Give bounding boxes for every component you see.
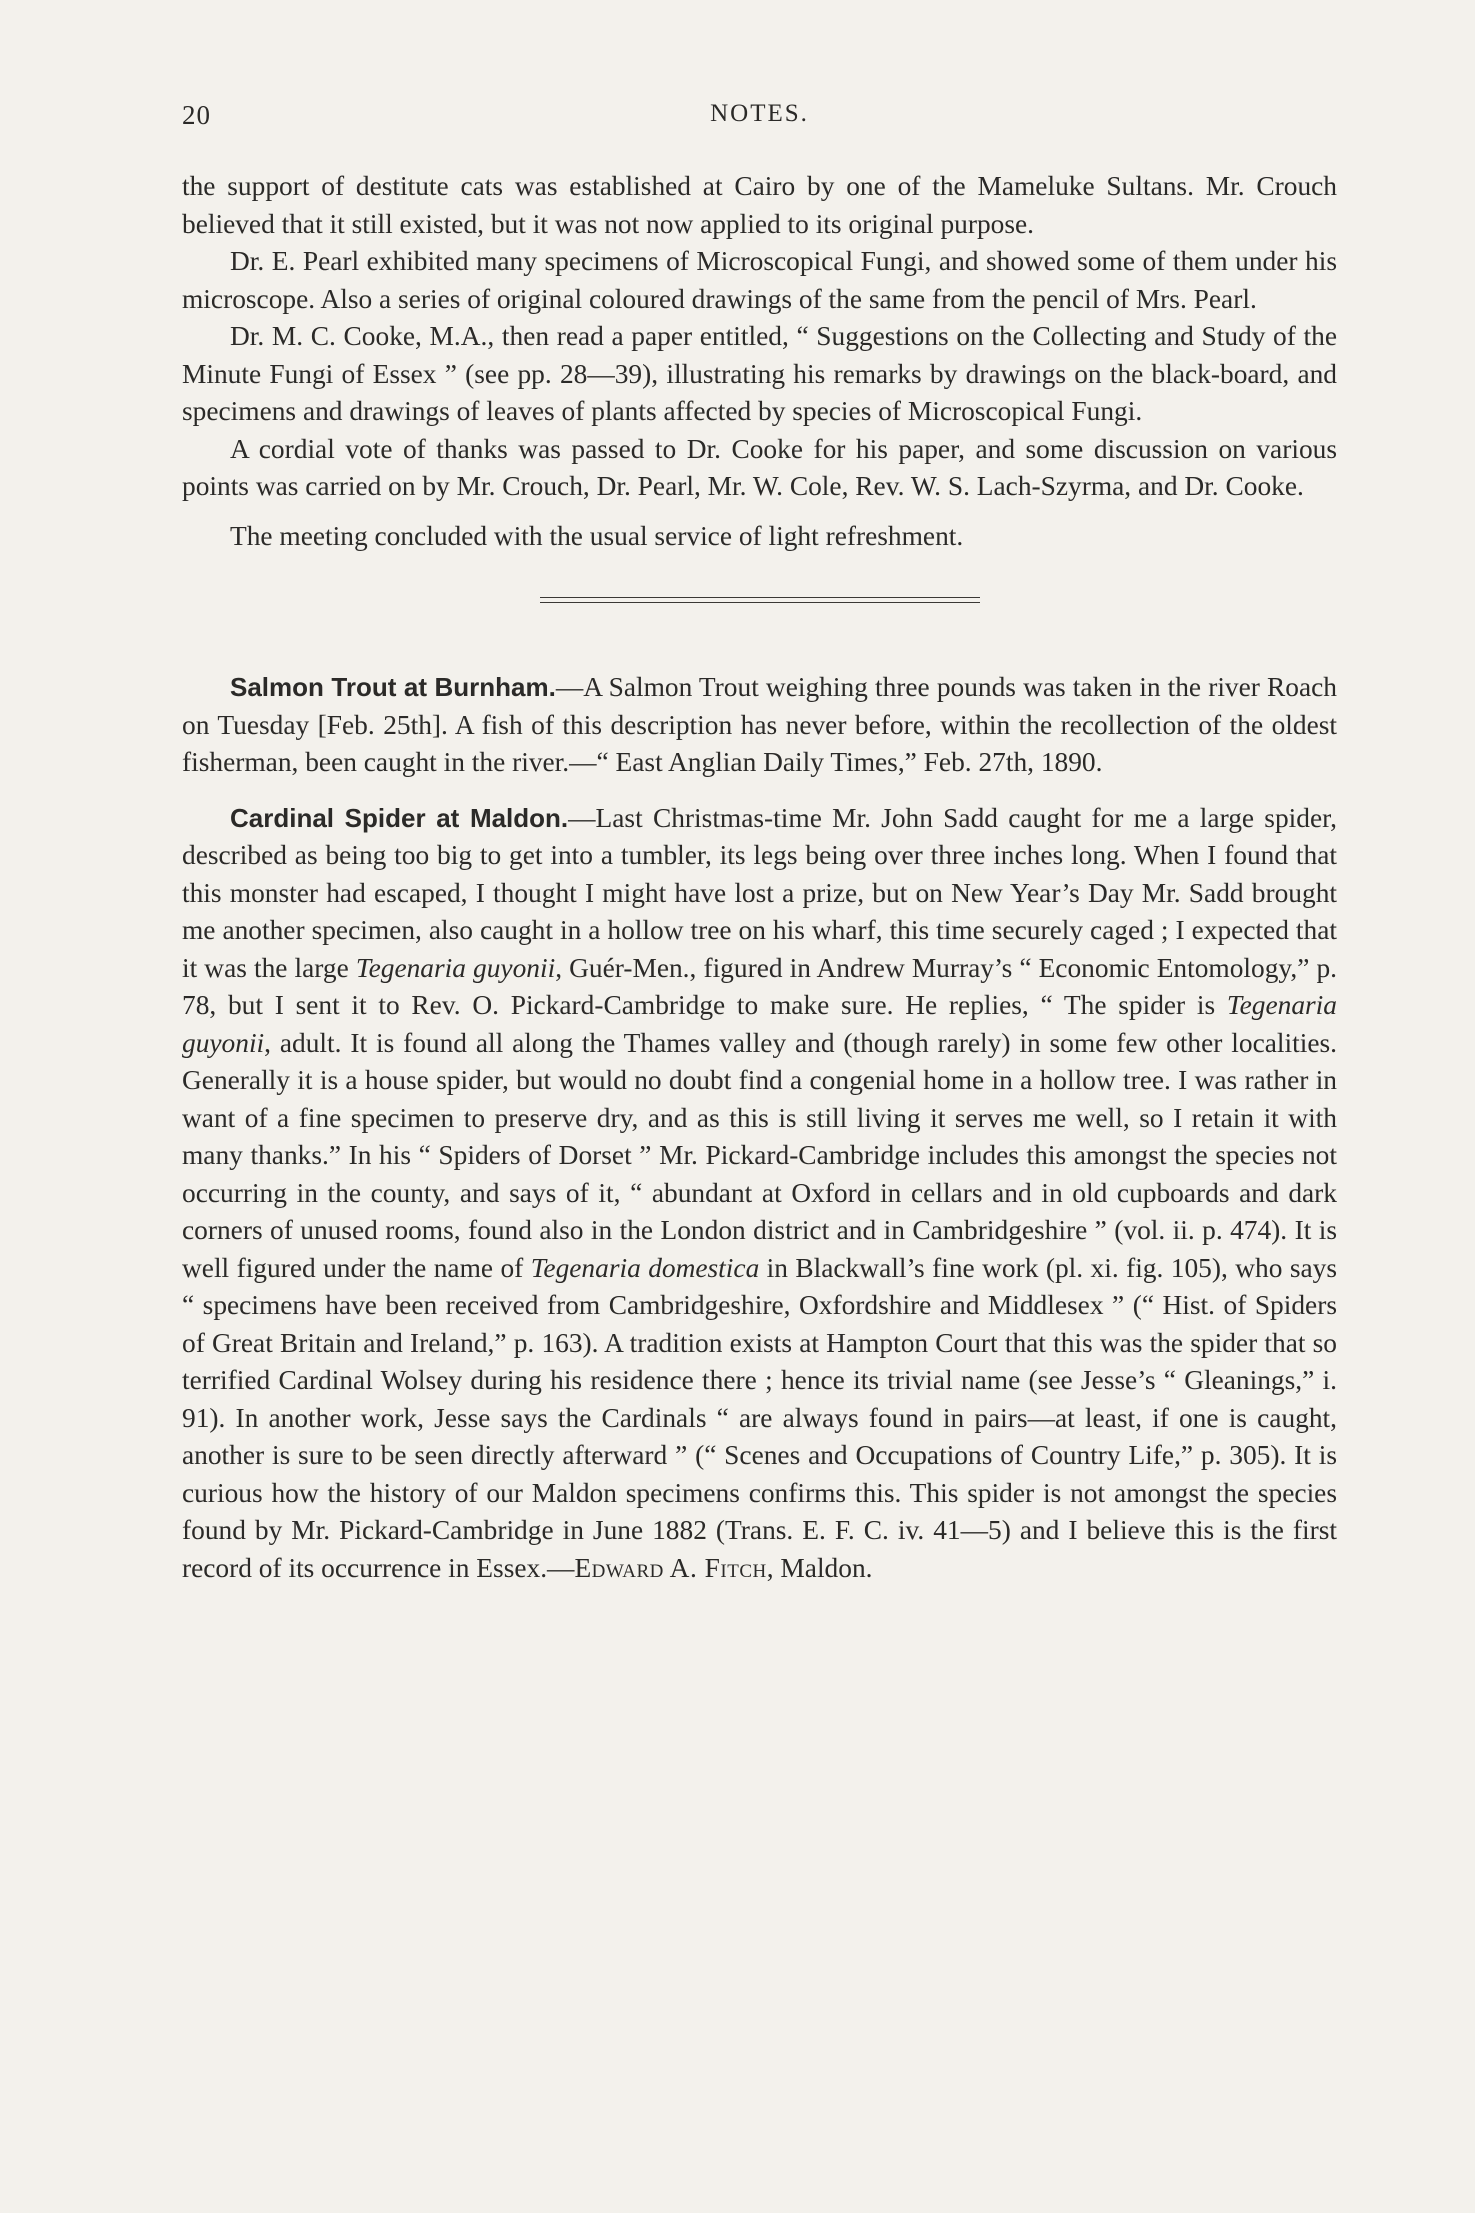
species-name: Tegenaria guyonii [182,990,1337,1058]
note-salmon-trout [182,669,1337,782]
paragraph-vote-of-thanks: A cordial vote of thanks was passed to Dr. Cooke for his paper, and some discussion on various points was carried on by Mr. Crouch, Dr. Pearl, Mr. W. Cole, Rev. W. S. Lach-Szyrma, and Dr. Cooke. [182,433,1337,501]
note-title: Cardinal Spider at Maldon. [230,802,569,833]
note-title: Salmon Trout at Burnham. [230,672,556,702]
page-number: 20 [182,100,211,130]
author-place: , Maldon. [766,1552,873,1583]
page-header [182,100,1337,136]
note-text: —Last Christmas-time Mr. John Sadd caught for me a large spider, described as being too big to get into a tumbler, its legs being over three inches long. When I found that this monster had escaped, I thought I might have lost a prize, but on New Year’s Day Mr. Sadd brought me another specimen, also caught in a hollow tree on his wharf, this time securely caged ; I expected that it was the large [182,802,1337,983]
note-text: , Guér-Men., figured in Andrew Murray’s “ Economic Entomology,” p. 78, but I sent it to Rev. O. Pickard-Cambridge to make sure. He replies, “ The spider is [182,952,1337,1020]
section-divider [540,597,980,603]
note-cardinal-spider [182,800,1337,1588]
paragraph-cooke-paper: Dr. M. C. Cooke, M.A., then read a paper entitled, “ Suggestions on the Collecting and Study of the Minute Fungi of Essex ” (see pp. 28—39), illustrating his remarks by drawings on the black-board, and specimens and drawings of leaves of plants affected by species of Microscopical Fungi. [182,321,1337,426]
running-head: NOTES. [710,100,809,127]
note-text: , adult. It is found all along the Thames valley and (though rarely) in some few other localities. Generally it is a house spider, but would no doubt find a congenial home in a hollow tree. I was rather in want of a fine specimen to preserve dry, and as this is still living it serves me well, so I retain it with many thanks.” In his “ Spiders of Dorset ” Mr. Pickard-Cambridge includes this amongst the species not occurring in the county, and says of it, “ abundant at Oxford in cellars and in old cupboards and dark corners of unused rooms, found also in the London district and in Cambridgeshire ” (vol. ii. p. 474). It is well figured under the name of [182,1027,1337,1283]
author-signature: Edward A. Fitch [574,1552,767,1583]
note-text: —A Salmon Trout weighing three pounds was taken in the river Roach on Tuesday [Feb. 25th]. A fish of this description has never before, within the recollection of the oldest fisherman, been caught in the river.—“ East Anglian Daily Times,” Feb. 27th, 1890. [182,672,1337,777]
note-text: in Blackwall’s fine work (pl. xi. fig. 105), who says “ specimens have been received from Cambridgeshire, Oxfordshire and Middlesex ” (“ Hist. of Spiders of Great Britain and Ireland,” p. 163). A tradition exists at Hampton Court that this was the spider that so terrified Cardinal Wolsey during his residence there ; hence its trivial name (see Jesse’s “ Gleanings,” i. 91). In another work, Jesse says the Cardinals “ are always found in pairs—at least, if one is caught, another is sure to be seen directly afterward ” (“ Scenes and Occupations of Country Life,” p. 305). It is curious how the history of our Maldon specimens confirms this. This spider is not amongst the species found by Mr. Pickard-Cambridge in June 1882 (Trans. E. F. C. iv. 41—5) and I believe this is the first record of its occurrence in Essex.— [182,1252,1337,1583]
page-body [182,168,1337,1587]
species-name: Tegenaria domestica [530,1252,760,1283]
paragraph-pearl-exhibit: Dr. E. Pearl exhibited many specimens of Microscopical Fungi, and showed some of them under his microscope. Also a series of original coloured drawings of the same from the pencil of Mrs. Pearl. [182,246,1337,314]
paragraph-meeting-close: The meeting concluded with the usual service of light refreshment. [230,520,964,551]
paragraph-continuation: the support of destitute cats was established at Cairo by one of the Mameluke Sultans. Mr. Crouch believed that it still existed, but it was not now applied to its original purpose. [182,171,1337,239]
species-name: Tegenaria guyonii [355,952,556,983]
